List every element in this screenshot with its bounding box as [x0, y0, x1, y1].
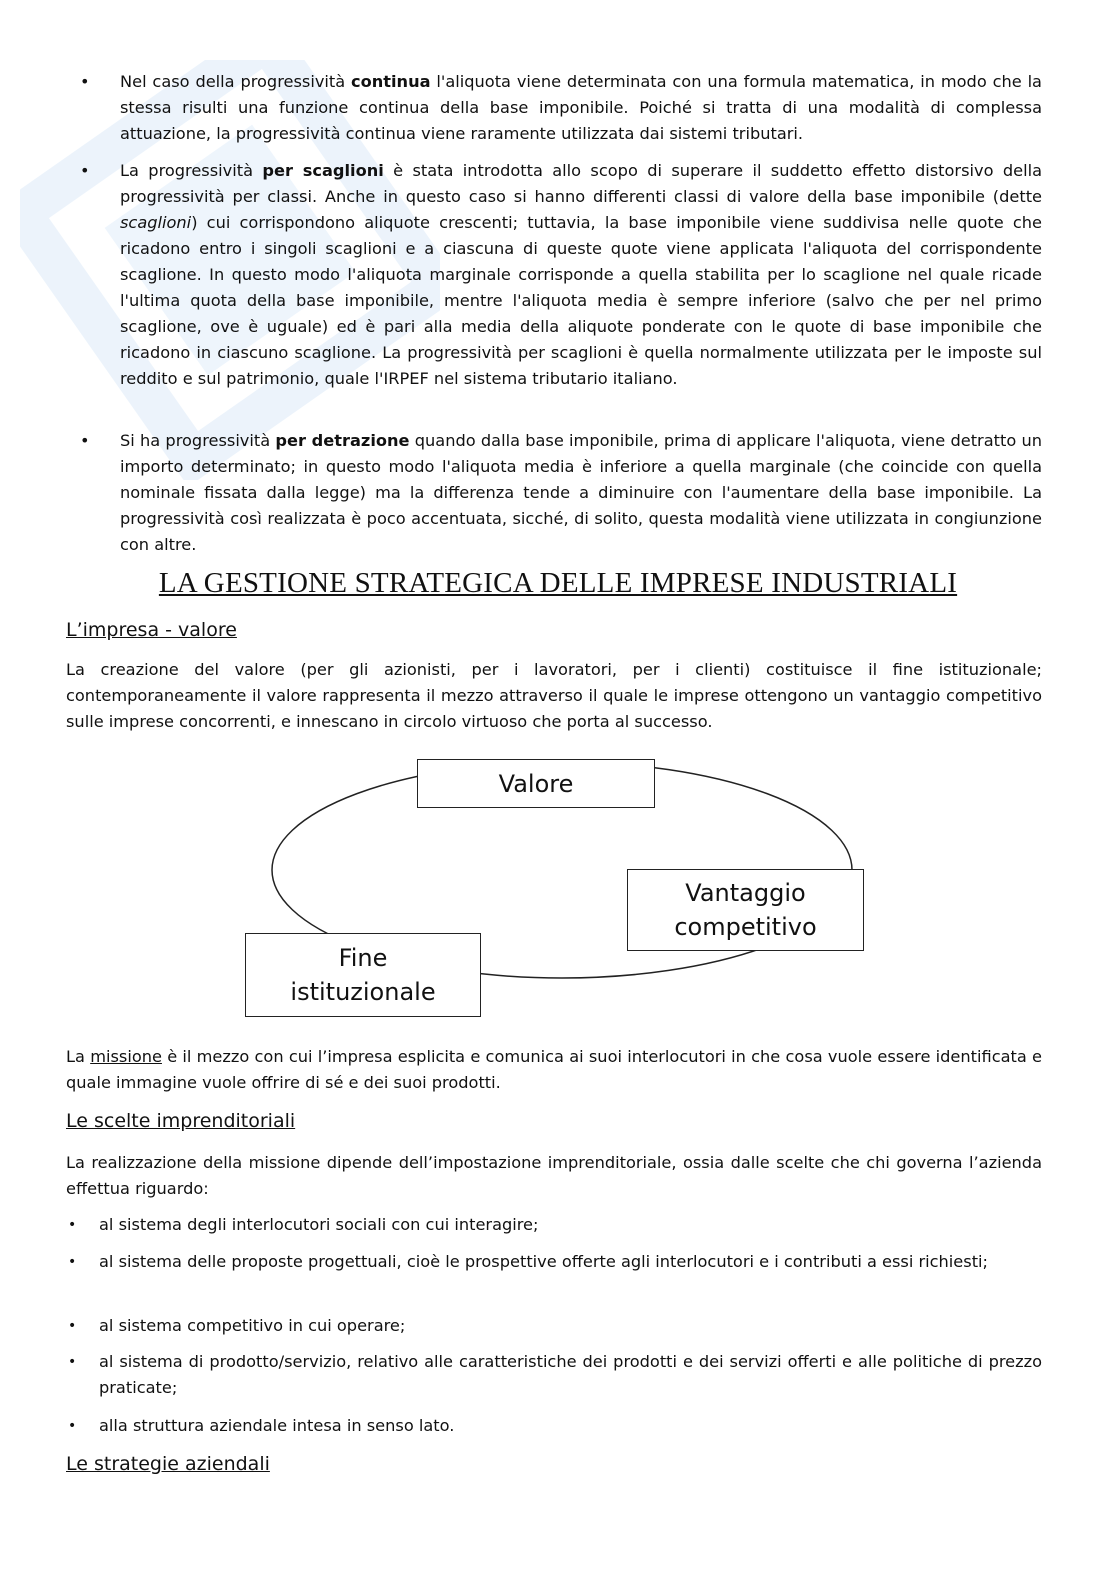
box-vantaggio-competitivo: Vantaggio competitivo [627, 869, 864, 951]
bullet-dot: • [80, 431, 90, 450]
list-item: • al sistema degli interlocutori sociali con cui interagire; [68, 1215, 539, 1234]
list-item: • al sistema delle proposte progettuali, cioè le prospettive offerte agli interlocutori e i contributi a essi richiesti; [68, 1252, 988, 1271]
bullet-dot: • [80, 72, 90, 91]
keyword-continua: continua [351, 72, 431, 91]
list-item: • al sistema competitivo in cui operare; [68, 1316, 406, 1335]
keyword-detrazione: per detrazione [275, 431, 410, 450]
list-item: • al sistema di prodotto/servizio, relativo alle caratteristiche dei prodotti e dei servizi offerti e alle politiche di prezzo praticate; [68, 1352, 1042, 1397]
box-fine-istituzionale: Fine istituzionale [245, 933, 481, 1017]
list-item: • alla struttura aziendale intesa in senso lato. [68, 1416, 455, 1435]
page-title: LA GESTIONE STRATEGICA DELLE IMPRESE INDUSTRIALI [158, 567, 958, 599]
bullet-continua: • Nel caso della progressività continua l'aliquota viene determinata con una formula matematica, in modo che la stessa risulti una funzione continua della base imponibile. Poiché si tratta di una modalità di complessa attuazione, la progressività continua viene raramente utilizzata dai sistemi tributari. [80, 69, 1042, 147]
box-valore: Valore [417, 759, 655, 808]
heading-strategie: Le strategie aziendali [66, 1453, 270, 1475]
paragraph-impresa-valore: La creazione del valore (per gli azionisti, per i lavoratori, per i clienti) costituisce il fine istituzionale; contemporaneamente il valore rappresenta il mezzo attraverso il quale le imprese ottengono un vantaggio competitivo sulle imprese concorrenti, e innescano in circolo virtuoso che porta al successo. [66, 660, 1042, 731]
paragraph-scelte-intro: La realizzazione della missione dipende dell’impostazione imprenditoriale, ossia dalle scelte che chi governa l’azienda effettua riguardo: [66, 1153, 1042, 1198]
paragraph-missione: La missione è il mezzo con cui l’impresa esplicita e comunica ai suoi interlocutori in che cosa vuole essere identificata e quale immagine vuole offrire di sé e dei suoi prodotti. [66, 1047, 1042, 1092]
bullet-scaglioni: • La progressività per scaglioni è stata introdotta allo scopo di superare il suddetto effetto distorsivo della progressività per classi. Anche in questo caso si hanno differenti classi di valore della base imponibile (dette scaglioni) cui corrispondono aliquote crescenti; tuttavia, la base imponibile viene suddivisa nelle quote che ricadono entro i singoli scaglioni e a ciascuna di queste quote viene applicata l'aliquota del corrispondente scaglione. In questo modo l'aliquota marginale corrisponde a quella stabilita per lo scaglione nel quale ricade l'ultima quota della base imponibile, mentre l'aliquota media è sempre inferiore (salvo che per nel primo scaglione, ove è uguale) ed è pari alla media della aliquote ponderate con le quote di base imponibile che ricadono in ciascuno scaglione. La progressività per scaglioni è quella normalmente utilizzata per le imposte sul reddito e sul patrimonio, quale l'IRPEF nel sistema tributario italiano. [80, 158, 1042, 392]
term-missione: missione [90, 1047, 162, 1066]
heading-scelte: Le scelte imprenditoriali [66, 1110, 296, 1132]
heading-impresa-valore: L’impresa - valore [66, 619, 237, 641]
bullet-detrazione: • Si ha progressività per detrazione quando dalla base imponibile, prima di applicare l'aliquota, viene detratto un importo determinato; in questo modo l'aliquota media è inferiore a quella marginale (che coincide con quella nominale fissata dalla legge) ma la differenza tende a diminuire con l'aumentare della base imponibile. La progressività così realizzata è poco accentuata, sicché, di solito, questa modalità viene utilizzata in congiunzione con altre. [80, 428, 1042, 558]
bullet-dot: • [80, 161, 90, 180]
keyword-scaglioni: per scaglioni [262, 161, 384, 180]
